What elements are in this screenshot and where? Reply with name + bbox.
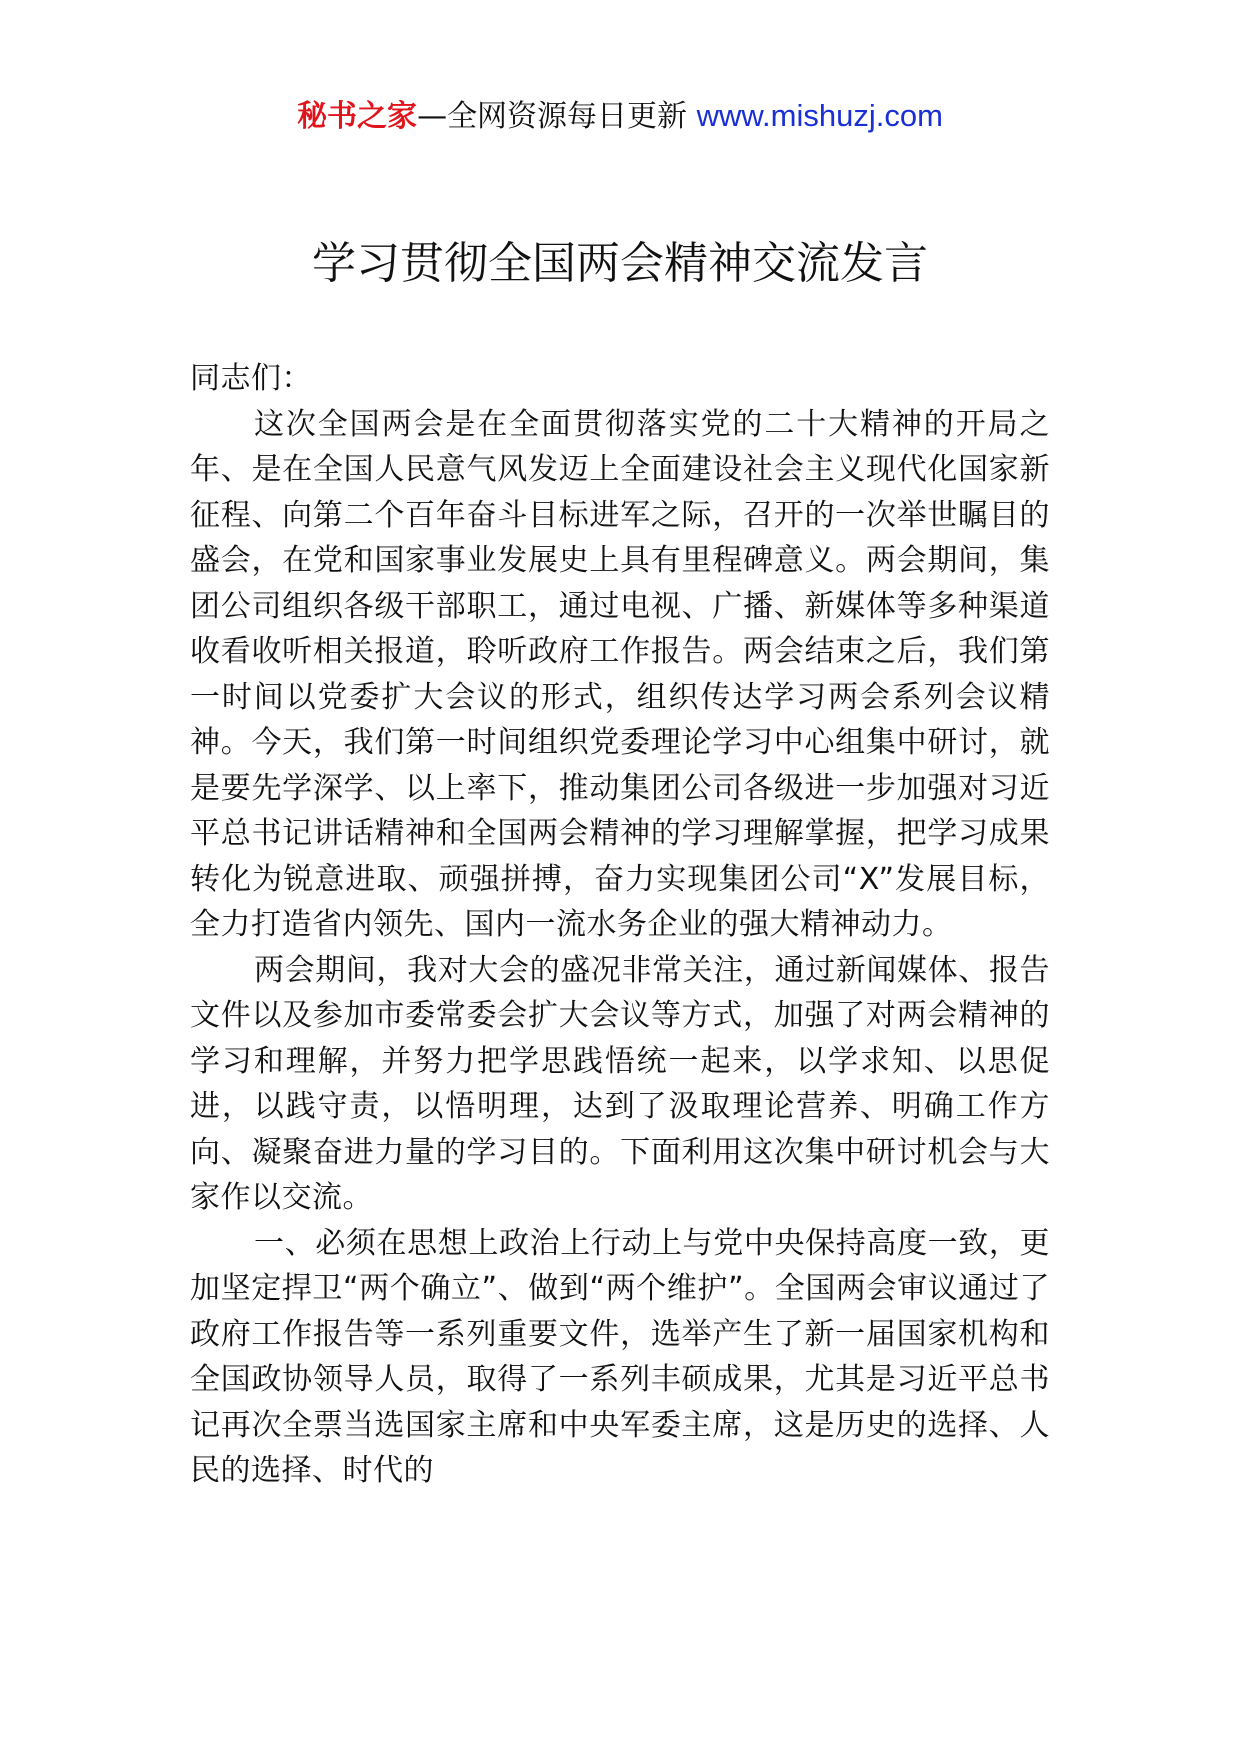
site-header <box>0 96 1240 137</box>
section-one-text: 全国两会审议通过了政府工作报告等一系列重要文件，选举产生了新一届国家机构和全国政协领导人员，取得了一系列丰硕成果，尤其是习近平总书记再次全票当选国家主席和中央军委主席，这是历史的选择、人民的选择、时代的 <box>190 1271 1050 1488</box>
paragraph-section-one <box>190 1221 1050 1494</box>
paragraph-study: 两会期间，我对大会的盛况非常关注，通过新闻媒体、报告文件以及参加市委常委会扩大会议等方式，加强了对两会精神的学习和理解，并努力把学思践悟统一起来，以学求知、以思促进，以践守责，以悟明理，达到了汲取理论营养、明确工作方向、凝聚奋进力量的学习目的。下面利用这次集中研讨机会与大家作以交流。 <box>190 952 1050 1215</box>
document-title: 学习贯彻全国两会精神交流发言 <box>312 238 928 289</box>
section-one-heading: 一、必须在思想上政治上行动上与党中央保持高度一致，更加坚定捍卫“两个确立”、做到“两个维护”。 <box>190 1225 1050 1306</box>
site-url-link[interactable]: www.mishuzj.com <box>696 98 943 133</box>
header-tagline: —全网资源每日更新 <box>417 99 697 134</box>
paragraph-intro: 这次全国两会是在全面贯彻落实党的二十大精神的开局之年、是在全国人民意气风发迈上全面建设社会主义现代化国家新征程、向第二个百年奋斗目标进军之际，召开的一次举世瞩目的盛会，在党和国家事业发展史上具有里程碑意义。两会期间，集团公司组织各级干部职工，通过电视、广播、新媒体等多种渠道收看收听相关报道，聆听政府工作报告。两会结束之后，我们第一时间以党委扩大会议的形式，组织传达学习两会系列会议精神。今天，我们第一时间组织党委理论学习中心组集中研讨，就是要先学深学、以上率下，推动集团公司各级进一步加强对习近平总书记讲话精神和全国两会精神的学习理解掌握，把学习成果转化为锐意进取、顽强拼搏，奋力实现集团公司“X”发展目标，全力打造省内领先、国内一流水务企业的强大精神动力。 <box>190 406 1050 942</box>
salutation: 同志们： <box>190 361 312 396</box>
brand-name: 秘书之家 <box>297 99 418 134</box>
document-body <box>190 356 1050 1494</box>
